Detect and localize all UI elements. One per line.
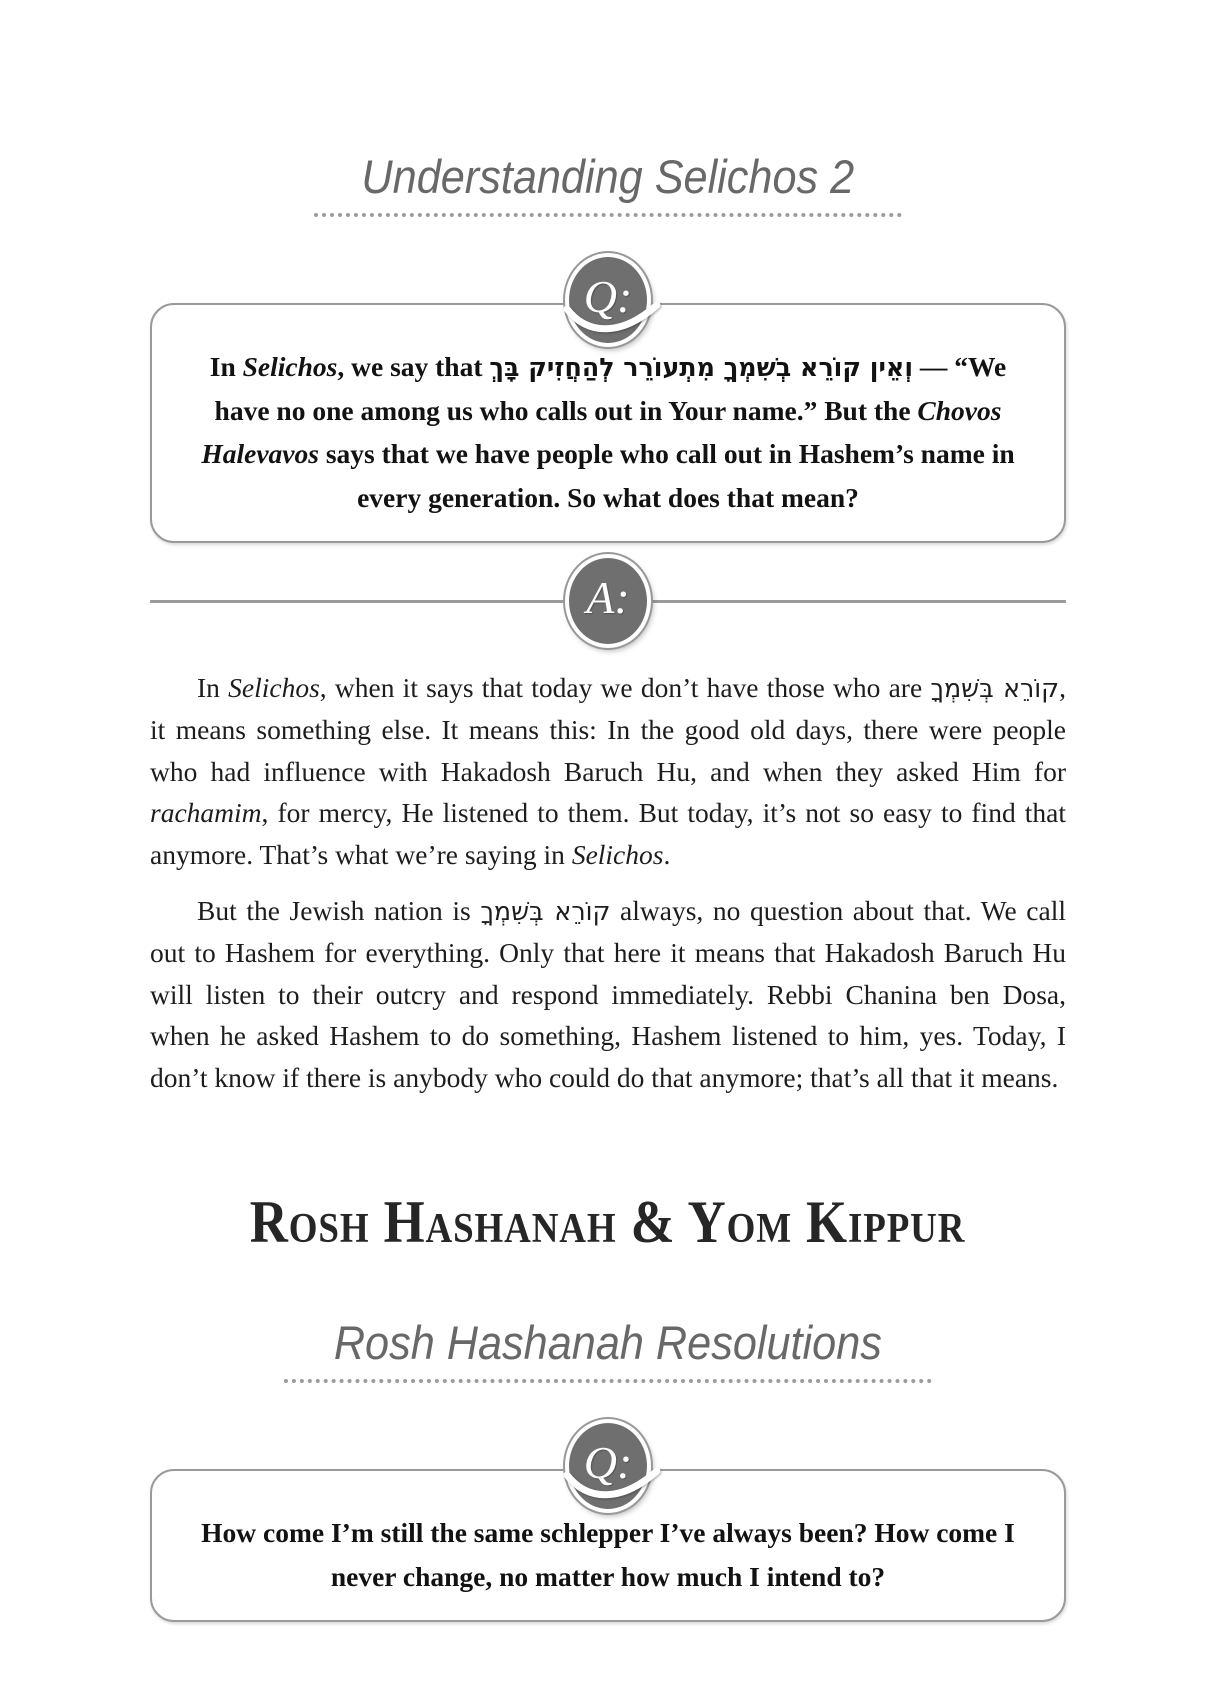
question-badge <box>565 1419 651 1513</box>
question-text: How come I’m still the same schlepper I’ve always been? How come I never change, no matter how much I intend to? <box>201 1517 1015 1592</box>
section-title-text: Understanding Selichos 2 <box>361 150 855 203</box>
section-subtitle <box>150 1318 1066 1383</box>
chapter-heading <box>150 1191 1066 1254</box>
answer-body <box>150 667 1066 1099</box>
answer-badge <box>565 554 651 648</box>
chapter-heading-text: Rosh Hashanah & Yom Kippur <box>250 1189 966 1256</box>
section-subtitle-text: Rosh Hashanah Resolutions <box>333 1316 883 1370</box>
question-text: In Selichos, we say that וְאֵין קוֹרֵא בְשִׁמְךָ מִתְעוֹרֵר לְהַחֲזִיק בָּךְ — “We have no one among us who calls out in Your name.” But the Chovos Halevavos says that we have people who call out in Hashem’s name in every generation. So what does that mean? <box>201 351 1015 513</box>
question-badge-letter: Q: <box>583 271 633 323</box>
answer-separator <box>150 555 1066 647</box>
question-badge-letter: Q: <box>583 1437 633 1489</box>
answer-badge-letter: A: <box>586 572 630 624</box>
subtitle-dotted-underline <box>284 1318 932 1383</box>
answer-paragraph: But the Jewish nation is קוֹרֵא בְּשִׁמְךָ always, no question about that. We call out to Hashem for everything. Only that here it means that Hakadosh Baruch Hu will listen to their outcry and respond immediately. Rebbi Chanina ben Dosa, when he asked Hashem to do something, Hashem listened to him, yes. Today, I don’t know if there is anybody who could do that anymore; that’s all that it means. <box>150 895 1066 1094</box>
question-badge <box>565 253 651 347</box>
answer-paragraph: In Selichos, when it says that today we don’t have those who are קוֹרֵא בְּשִׁמְךָ, it means something else. It means this: In the good old days, there were people who had influence with Hakadosh Baruch Hu, and when they asked Him for rachamim, for mercy, He listened to them. But today, it’s not so easy to find that anymore. That’s what we’re saying in Selichos. <box>150 672 1066 871</box>
section-title <box>150 0 1066 217</box>
title-dotted-underline <box>314 152 902 217</box>
